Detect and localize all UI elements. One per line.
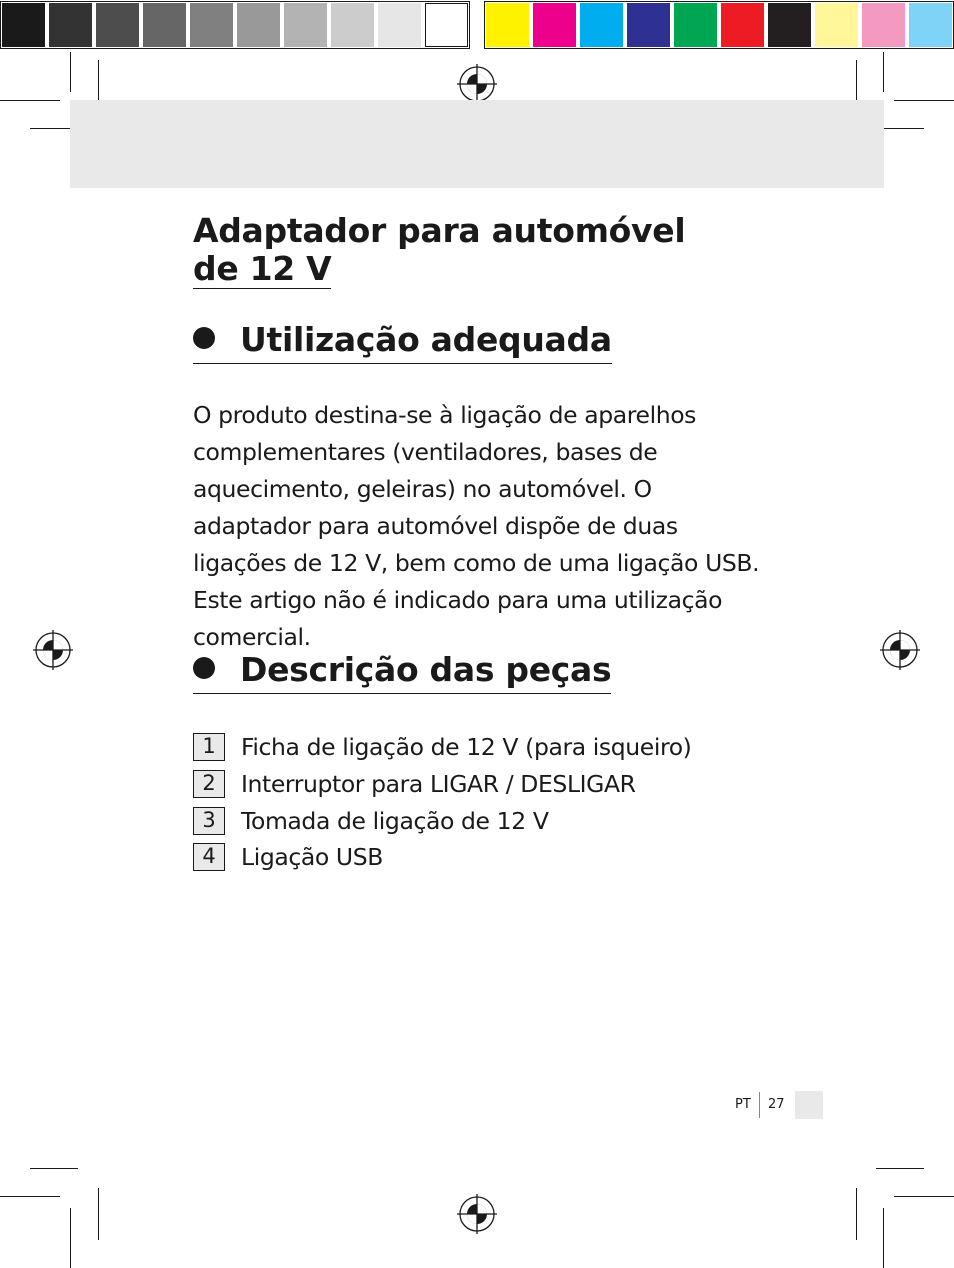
strip-frame — [484, 1, 954, 49]
strip-frame — [0, 1, 470, 49]
parts-list-item — [193, 766, 691, 803]
part-number-badge: 3 — [193, 807, 225, 835]
footer-divider — [759, 1092, 760, 1118]
part-label: Tomada de ligação de 12 V — [241, 806, 549, 835]
parts-list — [193, 729, 691, 876]
crop-mark — [876, 1168, 924, 1169]
bullet-icon — [193, 327, 215, 349]
section-heading-text: Utilização adequada — [240, 320, 612, 359]
part-label: Ficha de ligação de 12 V (para isqueiro) — [241, 733, 692, 762]
footer-language-code: PT — [735, 1097, 751, 1112]
crop-mark — [98, 1188, 99, 1240]
registration-mark-icon — [33, 630, 73, 670]
parts-list-item — [193, 839, 691, 876]
crop-mark — [856, 1188, 857, 1240]
part-number-badge: 1 — [193, 733, 225, 761]
crop-mark — [30, 1168, 78, 1169]
crop-mark — [70, 52, 71, 92]
part-number-badge: 2 — [193, 770, 225, 798]
intended-use-paragraph: O produto destina-se à ligação de aparelhos complementares (ventiladores, bases de aquecimento, geleiras) no automóvel. O adaptador para automóvel dispõe de duas ligações de 12 V, bem como de uma ligação USB. Este artigo não é indicado para uma utilização comercial. — [193, 401, 760, 651]
parts-list-item — [193, 729, 691, 766]
crop-mark — [70, 1208, 71, 1268]
registration-mark-icon — [457, 1194, 497, 1234]
crop-mark — [883, 1208, 884, 1268]
crop-mark — [0, 100, 60, 101]
registration-mark-icon — [880, 630, 920, 670]
section-heading-intended-use — [193, 320, 612, 364]
registration-mark-icon — [457, 64, 497, 104]
parts-list-item — [193, 802, 691, 839]
crop-mark — [883, 52, 884, 92]
title-line-1: Adaptador para automóvel — [193, 211, 686, 250]
crop-mark — [894, 100, 954, 101]
bullet-icon — [193, 657, 215, 679]
part-label: Ligação USB — [241, 843, 383, 872]
part-label: Interruptor para LIGAR / DESLIGAR — [241, 770, 636, 799]
part-number-badge: 4 — [193, 843, 225, 871]
page-number: 27 — [768, 1097, 785, 1112]
section-heading-text: Descrição das peças — [240, 650, 612, 689]
section-heading-parts-description — [193, 650, 611, 694]
crop-mark — [0, 1196, 60, 1197]
title-line-2: de 12 V — [193, 249, 332, 288]
crop-mark — [894, 1196, 954, 1197]
header-band — [70, 100, 884, 188]
footer-tab — [795, 1091, 823, 1119]
page-title — [193, 212, 685, 289]
